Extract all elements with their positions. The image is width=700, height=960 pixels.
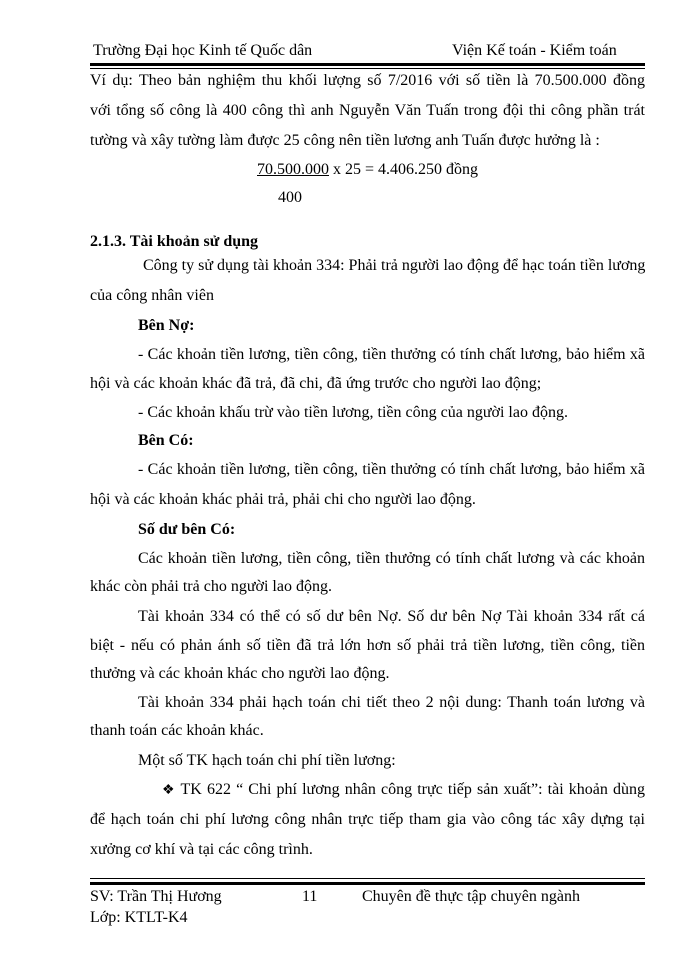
footer-page-number: 11 bbox=[302, 888, 318, 905]
tk622-line-3: xưởng cơ khí và tại các công trình. bbox=[90, 841, 313, 858]
header-rule-thin bbox=[90, 68, 645, 69]
debit-heading: Bên Nợ: bbox=[138, 317, 195, 334]
paragraph-2-line-1: Tài khoản 334 có thể có số dư bên Nợ. Số dư bên Nợ Tài khoản 334 rất cá bbox=[138, 608, 645, 625]
diamond-bullet-icon: ❖ bbox=[162, 783, 176, 798]
section-heading: 2.1.3. Tài khoản sử dụng bbox=[90, 233, 259, 250]
paragraph-1-line-2: của công nhân viên bbox=[90, 287, 214, 304]
tk622-line-1-text: TK 622 “ Chi phí lương nhân công trực tiếp sản xuất”: tài khoản dùng bbox=[180, 781, 645, 798]
credit-line-2: hội và các khoản khác phải trả, phải chi cho người lao động. bbox=[90, 491, 476, 508]
paragraph-3-line-1: Tài khoản 334 phải hạch toán chi tiết theo 2 nội dung: Thanh toán lương và bbox=[138, 694, 645, 711]
tk622-line-2: để hạch toán chi phí lương công nhân trực tiếp tham gia vào công tác xây dựng tại bbox=[90, 811, 645, 828]
example-line-1: Ví dụ: Theo bản nghiệm thu khối lượng số 7/2016 với số tiền là 70.500.000 đồng bbox=[90, 72, 645, 89]
balance-heading: Số dư bên Có: bbox=[138, 521, 236, 538]
formula-result: x 25 = 4.406.250 đồng bbox=[329, 161, 479, 178]
header-university: Trường Đại học Kinh tế Quốc dân bbox=[93, 42, 313, 59]
header-institute: Viện Kế toán - Kiểm toán bbox=[452, 42, 617, 59]
paragraph-4-line-1: Một số TK hạch toán chi phí tiền lương: bbox=[138, 752, 396, 769]
debit-line-3: - Các khoản khấu trừ vào tiền lương, tiền công của người lao động. bbox=[138, 404, 568, 421]
formula-line bbox=[257, 160, 478, 180]
balance-line-2: khác còn phải trả cho người lao động. bbox=[90, 578, 332, 595]
paragraph-2-line-2: biệt - nếu có phản ánh số tiền đã trả lớn hơn số phải trả tiền lương, tiền công, tiền bbox=[90, 637, 645, 654]
header-rule-thick bbox=[90, 63, 645, 66]
paragraph-3-line-2: thanh toán các khoản khác. bbox=[90, 722, 264, 739]
credit-line-1: - Các khoản tiền lương, tiền công, tiền thưởng có tính chất lương, bảo hiểm xã bbox=[138, 461, 645, 478]
paragraph-2-line-3: thưởng và các khoản khác cho người lao động. bbox=[90, 665, 390, 682]
example-line-3: tường và xây tường làm được 25 công nên tiền lương anh Tuấn được hưởng là : bbox=[90, 132, 600, 149]
balance-line-1: Các khoản tiền lương, tiền công, tiền thưởng có tính chất lương và các khoản bbox=[138, 550, 645, 567]
credit-heading: Bên Có: bbox=[138, 432, 194, 449]
paragraph-1-line-1: Công ty sử dụng tài khoản 334: Phải trả người lao động để hạc toán tiền lương bbox=[143, 257, 646, 274]
footer-title: Chuyên đề thực tập chuyên ngành bbox=[362, 888, 580, 905]
example-line-2: với tổng số công là 400 công thì anh Nguyễn Văn Tuấn trong đội thi công phần trát bbox=[90, 102, 645, 119]
footer-student: SV: Trần Thị Hương bbox=[90, 888, 222, 905]
footer-class: Lớp: KTLT-K4 bbox=[90, 909, 188, 926]
footer-rule-thin bbox=[90, 878, 645, 879]
debit-line-1: - Các khoản tiền lương, tiền công, tiền thưởng có tính chất lương, bảo hiểm xã bbox=[138, 346, 645, 363]
footer-rule-thick bbox=[90, 882, 645, 885]
tk622-line-1 bbox=[162, 780, 645, 801]
formula-numerator: 70.500.000 bbox=[257, 161, 329, 178]
formula-denominator: 400 bbox=[278, 189, 302, 206]
debit-line-2: hội và các khoản khác đã trả, đã chi, đã ứng trước cho người lao động; bbox=[90, 375, 542, 392]
